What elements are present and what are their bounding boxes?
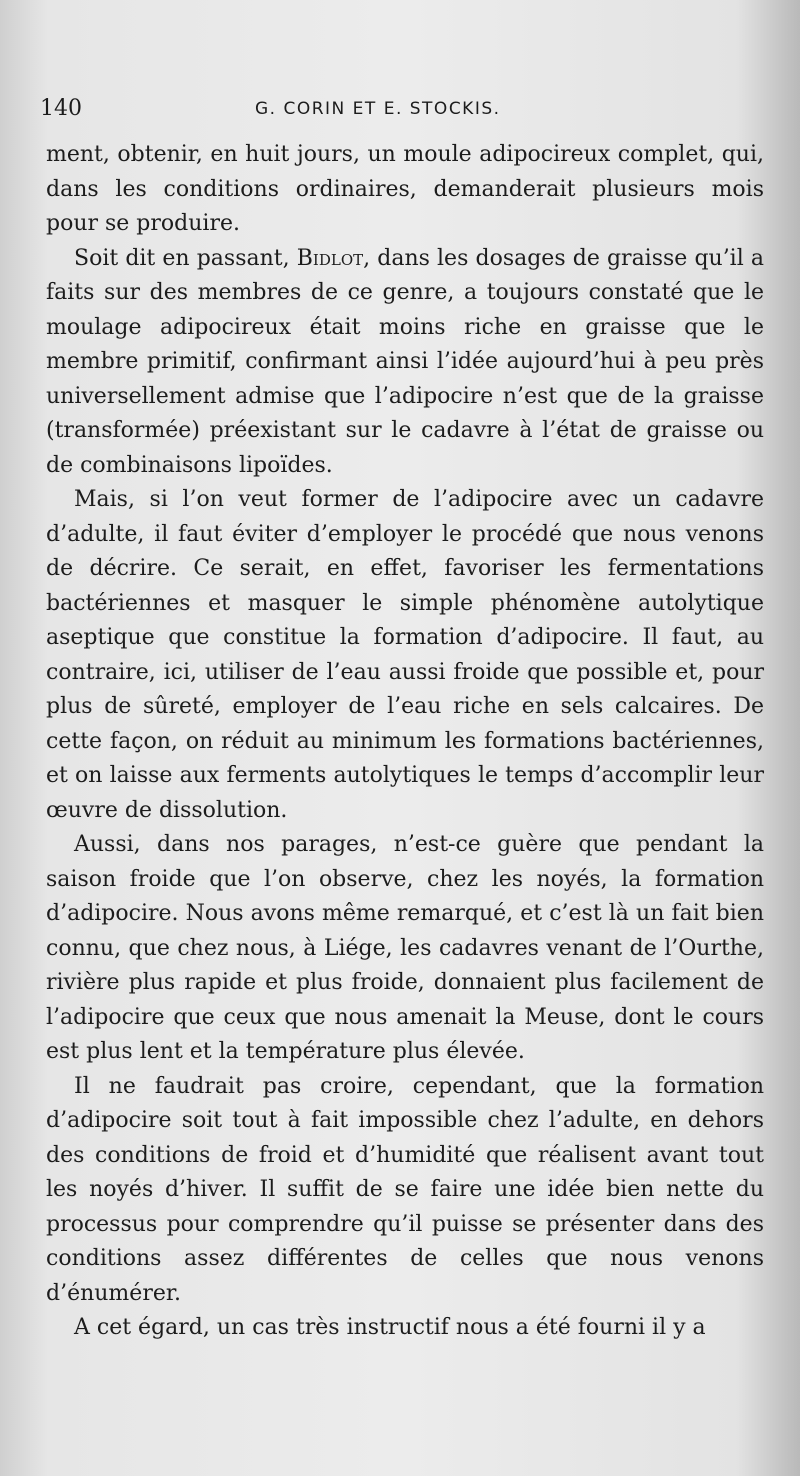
body-text [46,138,764,1346]
paragraph-2 [46,242,764,484]
paragraph-3-text: Mais, si l’on veut former de l’adipocire avec un cadavre d’adulte, il faut éviter d’employer le procédé que nous venons de décrire. Ce serait, en effet, favoriser les fermentations bactériennes et masquer le simple phénomène autolytique aseptique que constitue la formation d’adipocire. Il faut, au contraire, ici, utiliser de l’eau aussi froide que possible et, pour plus de sûreté, employer de l’eau riche en sels calcaires. De cette façon, on réduit au minimum les formations bactériennes, et on laisse aux ferments autolytiques le temps d’accomplir leur œuvre de dissolution. [46,487,764,823]
paragraph-6-text: A cet égard, un cas très instructif nous a été fourni il y a [74,1315,706,1340]
paragraph-3 [46,483,764,828]
paragraph-4-text: Aussi, dans nos parages, n’est-ce guère que pendant la saison froide que l’on observe, chez les noyés, la formation d’adipocire. Nous avons même remarqué, et c’est là un fait bien connu, que chez nous, à Liége, les cadavres venant de l’Ourthe, rivière plus rapide et plus froide, donnaient plus facilement de l’adipocire que ceux que nous amenait la Meuse, dont le cours est plus lent et la température plus élevée. [46,832,764,1064]
paragraph-2-text-end: , dans les dosages de graisse qu’il a faits sur des membres de ce genre, a toujours constaté que le moulage adipocireux était moins riche en graisse que le membre primitif, confirmant ainsi l’idée aujourd’hui à peu près universellement admise que l’adipocire n’est que de la graisse (transformée) préexistant sur le cadavre à l’état de graisse ou de combinaisons lipoïdes. [46,245,764,478]
paragraph-1-text: ment, obtenir, en huit jours, un moule adipocireux complet, qui, dans les conditions ordinaires, demanderait plusieurs mois pour se produire. [46,142,764,236]
page-header [40,96,760,130]
paragraph-5-text: Il ne faudrait pas croire, cependant, que la formation d’adipocire soit tout à fait impossible chez l’adulte, en dehors des conditions de froid et d’humidité que réalisent avant tout les noyés d’hiver. Il suffit de se faire une idée bien nette du processus pour comprendre qu’il puisse se présenter dans des conditions assez différentes de celles que nous venons d’énumérer. [46,1073,764,1306]
author-name-bidlot: Bidlot [296,245,364,271]
paragraph-1 [46,138,764,242]
paragraph-2-text-start: Soit dit en passant, [74,245,297,271]
paragraph-5 [46,1070,764,1312]
running-title: G. CORIN ET E. STOCKIS. [255,99,501,119]
page-number: 140 [40,96,82,121]
paragraph-4 [46,828,764,1070]
paragraph-6 [46,1311,764,1346]
